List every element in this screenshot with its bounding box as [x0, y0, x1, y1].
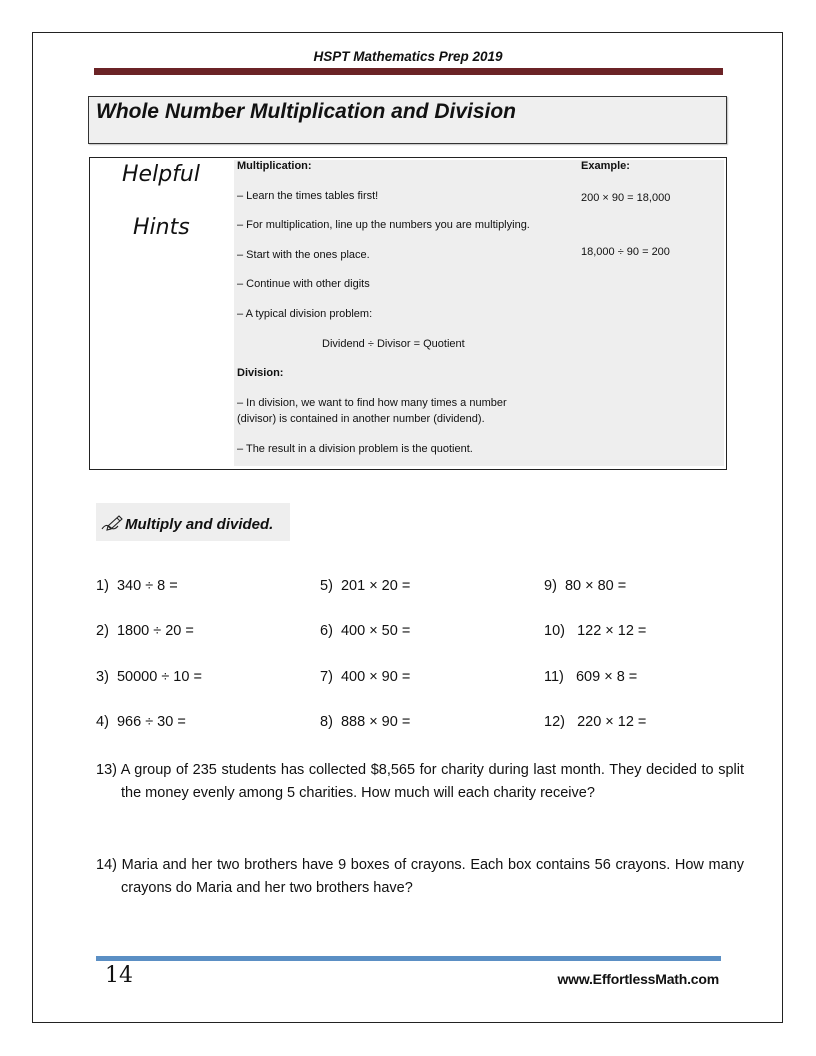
instruction-text: Multiply and divided. — [125, 516, 274, 533]
problem-item: 9) 80 × 80 = — [544, 578, 627, 594]
problem-item: 7) 400 × 90 = — [320, 669, 411, 685]
problem-item: 6) 400 × 50 = — [320, 623, 411, 639]
header-bar — [94, 68, 723, 75]
hints-word-helpful: Helpful — [122, 162, 200, 187]
hints-word-hints: Hints — [133, 215, 190, 240]
hint-line: – Continue with other digits — [237, 278, 370, 290]
word-problem: 14) Maria and her two brothers have 9 boxes of crayons. Each box contains 56 crayons. How many crayons do Maria and her two brothers have? — [96, 857, 745, 896]
hint-line: – A typical division problem: — [237, 308, 373, 320]
page-number: 14 — [105, 963, 133, 988]
header-title: HSPT Mathematics Prep 2019 — [313, 49, 503, 64]
example-line: 200 × 90 = 18,000 — [581, 192, 671, 204]
problem-item: 3) 50000 ÷ 10 = — [96, 669, 202, 685]
hint-line: – Learn the times tables first! — [237, 190, 379, 202]
example-heading: Example: — [581, 160, 630, 172]
word-problem: 13) A group of 235 students has collected $8,565 for charity during last month. They decided to split the money evenly among 5 charities. How much will each charity receive? — [96, 762, 744, 801]
problem-item: 12) 220 × 12 = — [544, 714, 647, 730]
instruction-box — [96, 503, 290, 541]
footer-url: www.EffortlessMath.com — [557, 971, 719, 987]
section-title: Whole Number Multiplication and Division — [96, 100, 517, 123]
hint-line: – For multiplication, line up the numbers you are multiplying. — [237, 219, 530, 231]
problem-item: 10) 122 × 12 = — [544, 623, 647, 639]
section-title-box — [88, 96, 727, 144]
problem-item: 1) 340 ÷ 8 = — [96, 578, 178, 594]
problem-item: 8) 888 × 90 = — [320, 714, 411, 730]
example-line: 18,000 ÷ 90 = 200 — [581, 246, 670, 258]
multiplication-heading: Multiplication: — [237, 160, 312, 172]
problem-item: 5) 201 × 20 = — [320, 578, 411, 594]
pencil-writing-icon — [100, 514, 124, 537]
division-heading: Division: — [237, 367, 284, 379]
hint-line: – The result in a division problem is the quotient. — [237, 443, 473, 455]
hint-line: (divisor) is contained in another number (dividend). — [237, 413, 485, 425]
hint-line: – In division, we want to find how many times a number — [237, 397, 507, 409]
division-formula: Dividend ÷ Divisor = Quotient — [322, 338, 465, 350]
hint-line: – Start with the ones place. — [237, 249, 370, 261]
footer-bar — [96, 956, 721, 961]
helpful-hints-box — [89, 157, 727, 470]
problem-item: 2) 1800 ÷ 20 = — [96, 623, 194, 639]
problem-item: 4) 966 ÷ 30 = — [96, 714, 186, 730]
problem-item: 11) 609 × 8 = — [544, 669, 638, 685]
